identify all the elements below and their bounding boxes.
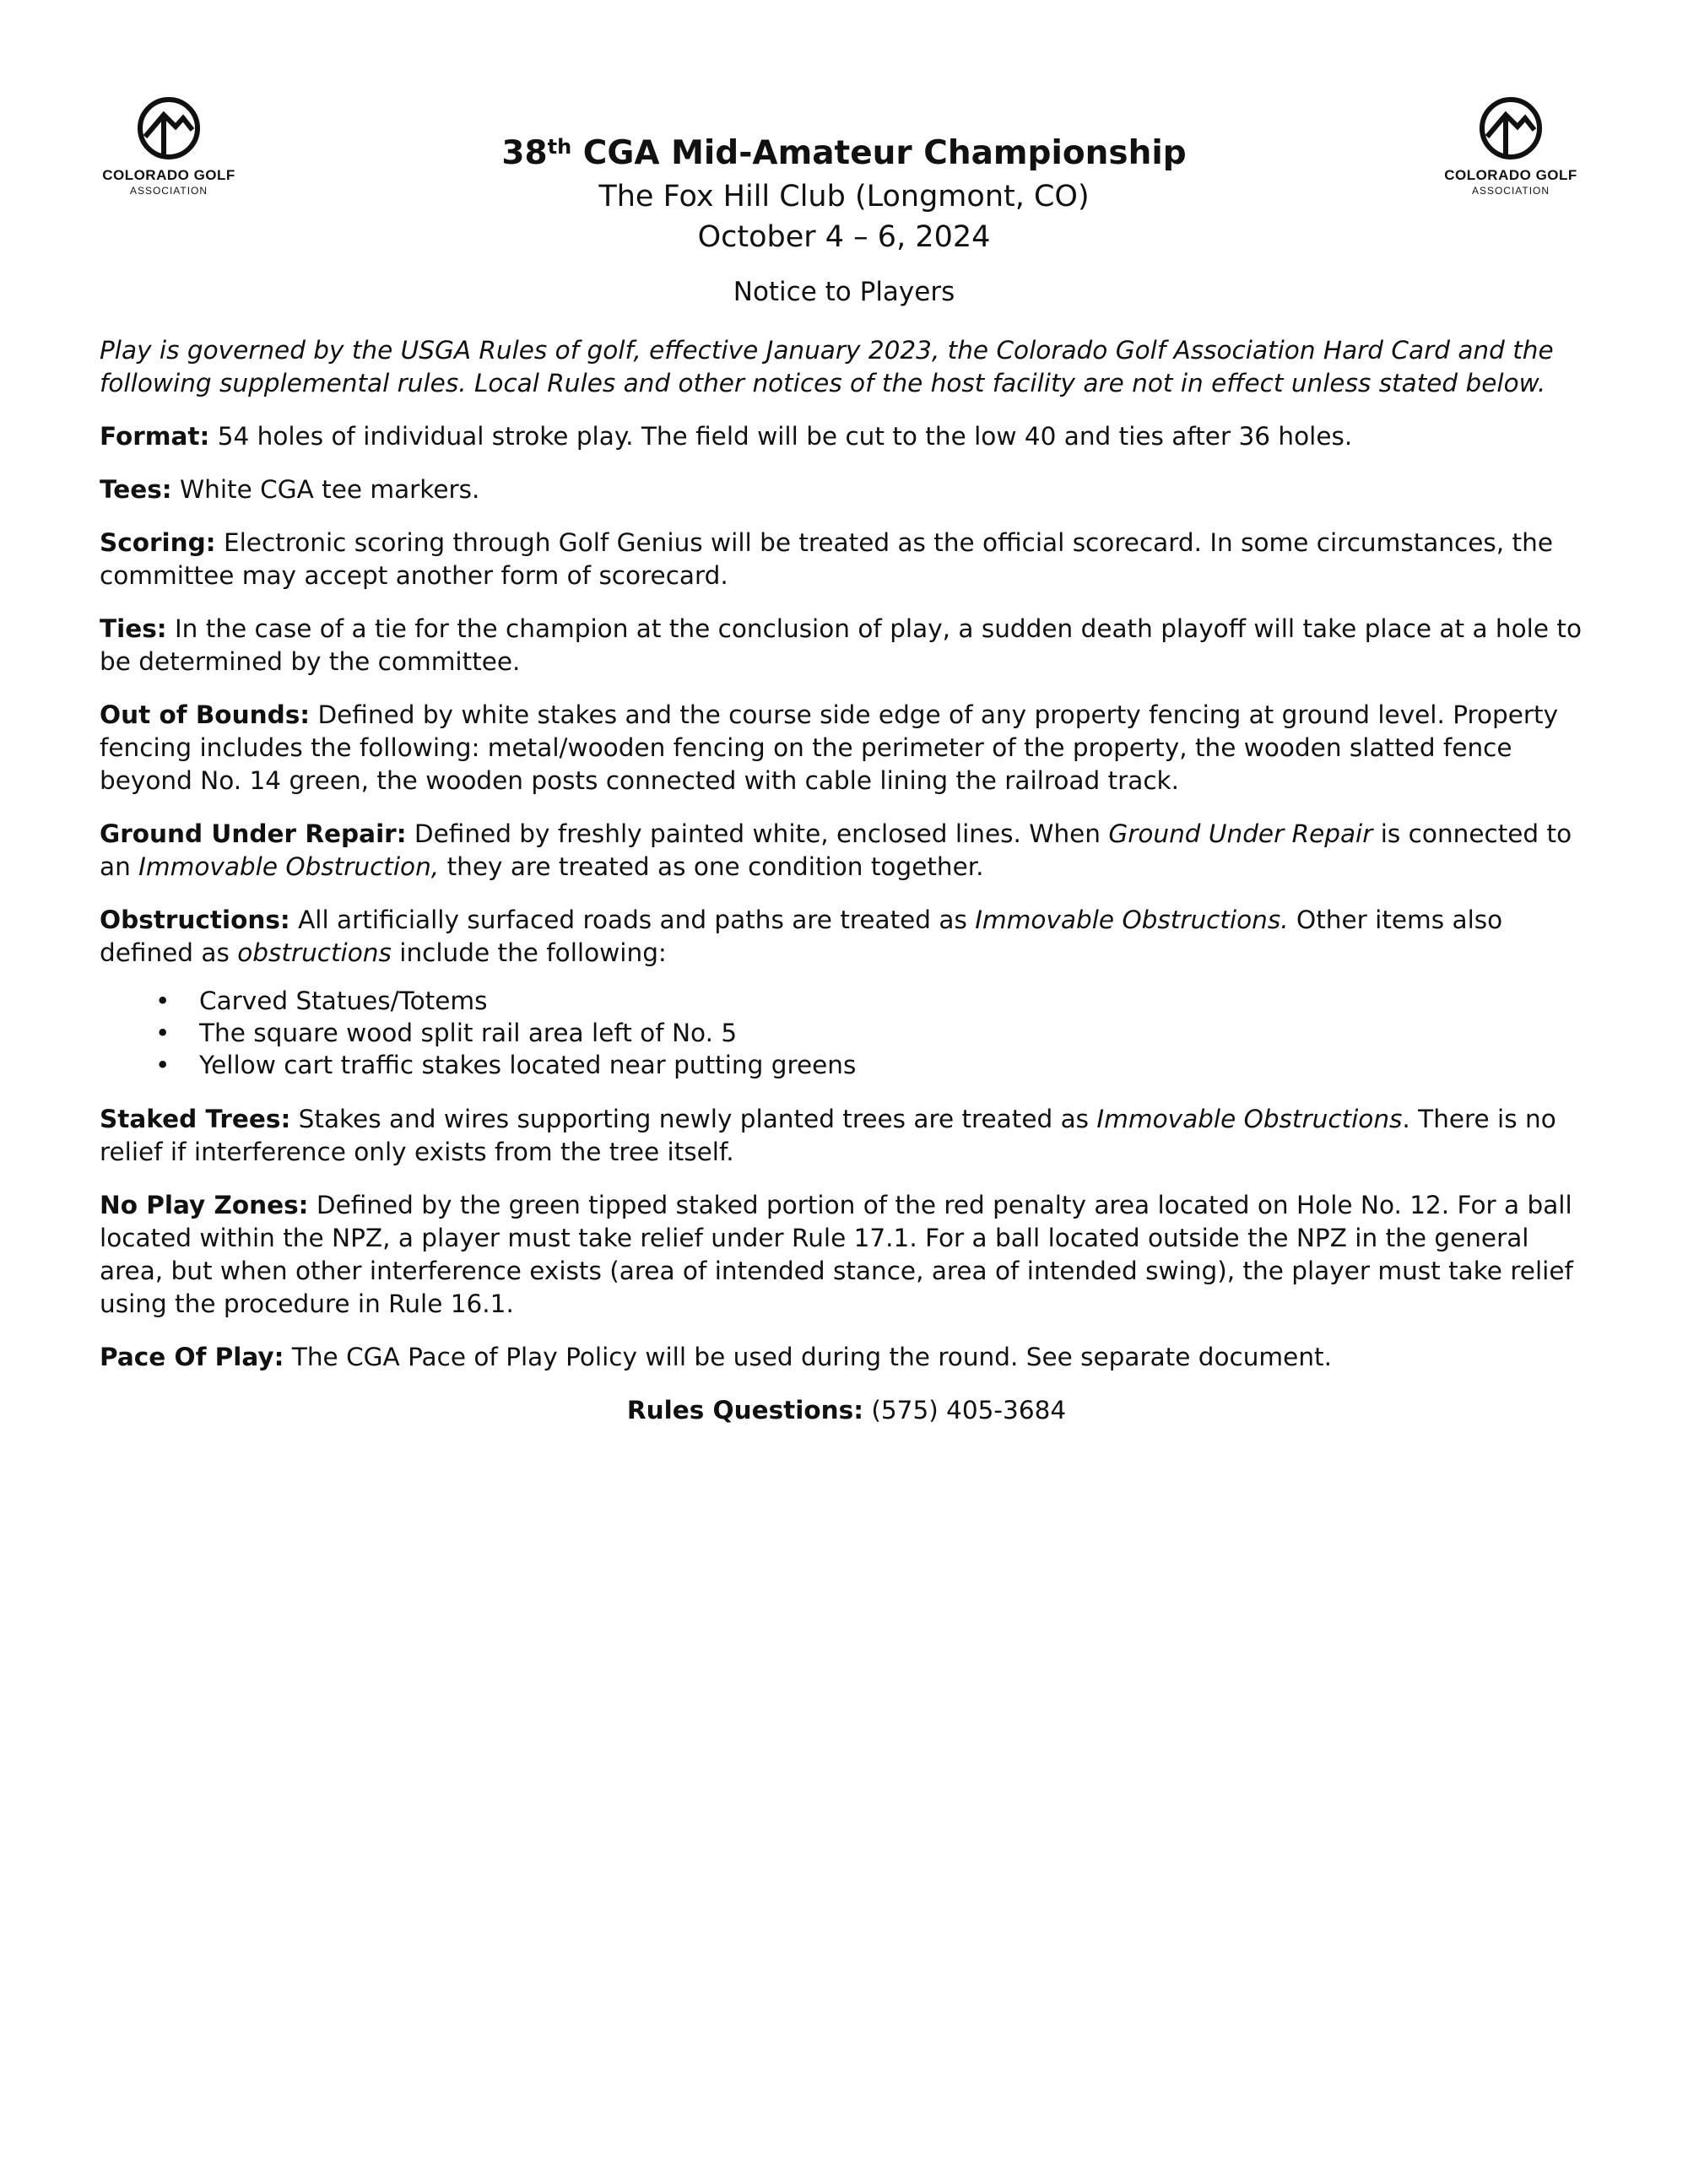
rules-phone: (575) 405-3684 bbox=[863, 1396, 1067, 1424]
logo-line1: COLORADO GOLF bbox=[1444, 167, 1577, 183]
dates: October 4 – 6, 2024 bbox=[697, 220, 991, 254]
format-section: Format: 54 holes of individual stroke play. The field will be cut to the low 40 and ties after 36 holes. bbox=[100, 422, 1353, 451]
document-header bbox=[0, 131, 1688, 310]
pace-of-play-section: Pace Of Play: The CGA Pace of Play Policy will be used during the round. See separate document. bbox=[100, 1343, 1332, 1371]
ties-section: Ties: In the case of a tie for the champion at the conclusion of play, a sudden death playoff will take place at a hole to be determined by the committee. bbox=[100, 614, 1582, 676]
logo-line2: ASSOCIATION bbox=[129, 185, 208, 197]
scoring-section: Scoring: Electronic scoring through Golf Genius will be treated as the official scorecard. In some circumstances, the committee may accept another form of scorecard. bbox=[100, 528, 1553, 590]
venue: The Fox Hill Club (Longmont, CO) bbox=[598, 180, 1090, 214]
notice-heading: Notice to Players bbox=[733, 277, 955, 307]
ground-under-repair-section: Ground Under Repair: Defined by freshly painted white, enclosed lines. When Ground Under Repair is connected to an Immovable Obstruction, they are treated as one condition together. bbox=[100, 819, 1572, 881]
no-play-zones-section: No Play Zones: Defined by the green tipped staked portion of the red penalty area located on Hole No. 12. For a ball located within the NPZ, a player must take relief under Rule 17.1. For a ball located outside the NPZ in the general area, but when other interference exists (area of intended stance, area of intended swing), the player must take relief using the procedure in Rule 16.1. bbox=[100, 1191, 1573, 1318]
rules-questions: Rules Questions: (575) 405-3684 bbox=[626, 1396, 1067, 1424]
list-item: • Yellow cart traffic stakes located near putting greens bbox=[155, 1051, 857, 1079]
logo-line1: COLORADO GOLF bbox=[102, 167, 235, 183]
tees-section: Tees: White CGA tee markers. bbox=[100, 475, 480, 504]
intro-paragraph: Play is governed by the USGA Rules of golf, effective January 2023, the Colorado Golf Association Hard Card and the following supplemental rules. Local Rules and other notices of the host facility are not in effect unless stated below. bbox=[100, 336, 1554, 397]
obstructions-list bbox=[100, 985, 1593, 1081]
staked-trees-section: Staked Trees: Stakes and wires supporting newly planted trees are treated as Immovable Obstructions. There is no relief if interference only exists from the tree itself. bbox=[100, 1105, 1556, 1166]
document-body bbox=[100, 334, 1593, 1447]
obstructions-section: Obstructions: All artificially surfaced roads and paths are treated as Immovable Obstructions. Other items also defined as obstructions include the following: bbox=[100, 905, 1503, 967]
list-item: • The square wood split rail area left of No. 5 bbox=[155, 1019, 738, 1047]
list-item: • Carved Statues/Totems bbox=[155, 987, 488, 1015]
logo-line2: ASSOCIATION bbox=[1471, 185, 1550, 197]
out-of-bounds-section: Out of Bounds: Defined by white stakes and the course side edge of any property fencing at ground level. Property fencing includes the following: metal/wooden fencing on the perimeter of the property, the wooden slatted fence beyond No. 14 green, the wooden posts connected with cable lining the railroad track. bbox=[100, 700, 1559, 795]
page-title: 38th CGA Mid-Amateur Championship bbox=[501, 134, 1187, 172]
